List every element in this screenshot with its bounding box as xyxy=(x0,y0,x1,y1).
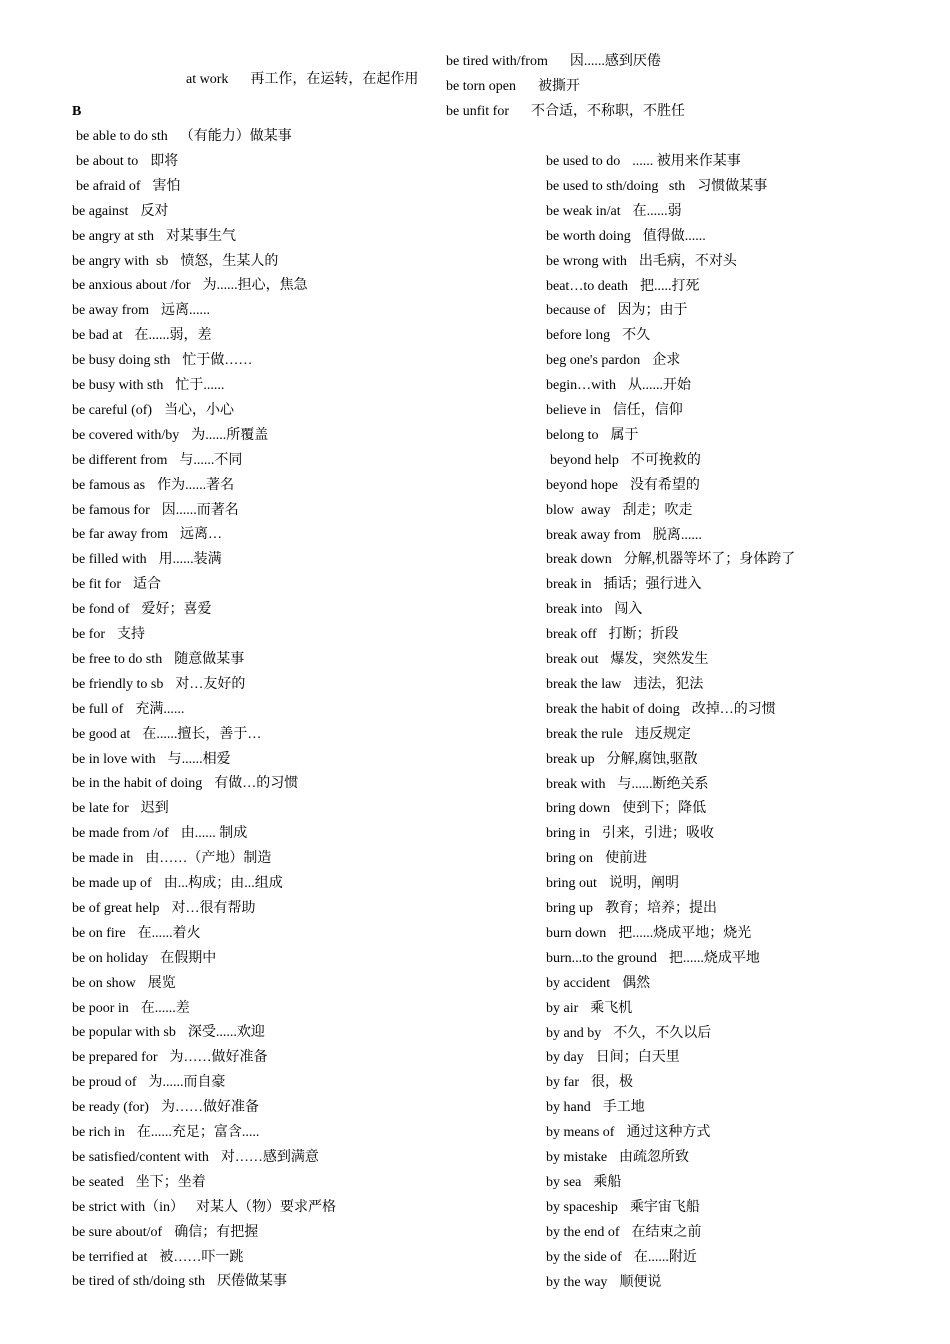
entry-phrase: break out xyxy=(546,652,599,667)
entry-phrase: bring in xyxy=(546,826,590,842)
entry-meaning: 由...构成；由...组成 xyxy=(163,876,283,891)
entry-phrase: be proud of xyxy=(72,1075,137,1091)
entry-phrase: be careful (of) xyxy=(72,402,153,418)
entry-meaning: 很，极 xyxy=(591,1075,634,1091)
entry-meaning: 日间；白天里 xyxy=(595,1050,680,1066)
entry-phrase: by sea xyxy=(546,1174,582,1190)
entry-row xyxy=(72,925,201,943)
entry-row xyxy=(72,576,161,594)
entry-row xyxy=(72,825,247,843)
entry-meaning: 教育；培养；提出 xyxy=(605,901,718,916)
entry-meaning: 在结束之前 xyxy=(631,1224,702,1240)
entry-phrase: be in the habit of doing xyxy=(72,776,203,792)
entry-phrase: be wrong with xyxy=(546,253,627,269)
entry-phrase: be rich in xyxy=(72,1125,125,1140)
section-heading: B xyxy=(72,104,82,119)
entry-meaning: 插话；强行进入 xyxy=(603,577,702,593)
entry-row xyxy=(546,1124,710,1142)
entry-meaning: 由...... 制成 xyxy=(180,826,248,842)
entry-meaning: 被撕开 xyxy=(537,79,580,94)
entry-phrase: bring out xyxy=(546,876,597,892)
entry-row xyxy=(72,502,239,520)
entry-phrase: be tired with/from xyxy=(446,54,548,69)
entry-meaning: 再工作，在运转，在起作用 xyxy=(250,72,419,87)
entry-row xyxy=(72,551,222,569)
entry-phrase: be against xyxy=(72,203,129,219)
entry-phrase: be popular with sb xyxy=(72,1025,176,1041)
entry-row xyxy=(546,751,698,769)
entry-meaning: 因......感到厌倦 xyxy=(569,54,661,69)
entry-row xyxy=(546,527,702,545)
entry-row xyxy=(546,626,679,644)
entry-row xyxy=(72,477,234,495)
entry-meaning: （有能力）做某事 xyxy=(179,129,292,144)
entry-meaning: 出毛病，不对头 xyxy=(638,253,737,269)
entry-meaning: 把.....打死 xyxy=(640,278,700,294)
entry-phrase: be made up of xyxy=(72,876,152,891)
entry-row xyxy=(72,1049,268,1067)
entry-meaning: 乘飞机 xyxy=(590,1000,633,1016)
entry-row xyxy=(546,726,691,744)
entry-phrase: be free to do sth xyxy=(72,651,163,667)
entry-phrase: be different from xyxy=(72,452,168,468)
entry-meaning: 分解,腐蚀,驱散 xyxy=(606,751,698,767)
entry-meaning: 在......差 xyxy=(140,1000,190,1016)
entry-row xyxy=(546,1049,680,1067)
entry-row xyxy=(546,153,741,171)
entry-row xyxy=(72,1149,319,1167)
entry-meaning: 偶然 xyxy=(622,975,651,991)
entry-phrase: by hand xyxy=(546,1100,591,1116)
entry-meaning: 坐下；坐着 xyxy=(135,1174,206,1190)
entry-meaning: 当心，小心 xyxy=(164,402,235,418)
entry-phrase: be friendly to sb xyxy=(72,676,164,692)
entry-meaning: 把......烧成平地；烧光 xyxy=(618,925,752,941)
entry-meaning: 爱好；喜爱 xyxy=(141,602,212,618)
entry-row xyxy=(76,128,292,146)
entry-row xyxy=(546,402,683,420)
entry-meaning: 对某事生气 xyxy=(166,228,237,244)
entry-phrase: be able to do sth xyxy=(76,129,168,144)
entry-meaning: 迟到 xyxy=(140,801,169,817)
entry-row xyxy=(72,228,236,246)
entry-meaning: 不合适，不称职，不胜任 xyxy=(530,104,685,119)
entry-phrase: bring up xyxy=(546,901,594,916)
entry-meaning: 支持 xyxy=(117,627,146,642)
entry-phrase: break the habit of doing xyxy=(546,701,680,717)
entry-row xyxy=(72,302,210,320)
entry-row xyxy=(546,502,693,520)
entry-phrase: by far xyxy=(546,1075,580,1091)
entry-row xyxy=(72,1074,226,1092)
entry-phrase: be seated xyxy=(72,1174,124,1190)
entry-row xyxy=(72,676,245,694)
entry-phrase: burn...to the ground xyxy=(546,950,657,966)
entry-phrase: be anxious about /for xyxy=(72,278,191,294)
entry-phrase: beyond hope xyxy=(546,477,618,493)
entry-phrase: break down xyxy=(546,552,612,568)
entry-phrase: be fit for xyxy=(72,577,121,593)
entry-meaning: 违法，犯法 xyxy=(633,676,704,692)
entry-row xyxy=(446,78,580,96)
entry-meaning: 引来，引进；吸收 xyxy=(601,826,714,842)
entry-row xyxy=(72,277,308,295)
entry-meaning: 对…友好的 xyxy=(175,676,246,692)
entry-meaning: 分解,机器等坏了；身体跨了 xyxy=(623,552,796,568)
entry-meaning: 刮走；吹走 xyxy=(622,502,693,518)
entry-row xyxy=(546,925,751,943)
entry-phrase: be ready (for) xyxy=(72,1100,149,1116)
entry-meaning: 不久 xyxy=(622,328,651,344)
entry-row xyxy=(546,1199,700,1217)
entry-row xyxy=(72,875,283,893)
entry-meaning: 由疏忽所致 xyxy=(619,1150,690,1165)
entry-row xyxy=(72,1249,243,1267)
entry-meaning: 在......着火 xyxy=(137,925,201,941)
entry-meaning: 手工地 xyxy=(602,1100,645,1116)
entry-meaning: 对某人（物）要求严格 xyxy=(196,1199,336,1215)
entry-phrase: be on holiday xyxy=(72,950,149,966)
entry-row xyxy=(546,1074,633,1092)
entry-phrase: be on show xyxy=(72,975,136,991)
entry-row xyxy=(546,551,795,569)
entry-meaning: 改掉…的习惯 xyxy=(691,701,776,717)
entry-phrase: blow away xyxy=(546,502,611,518)
entry-meaning: 通过这种方式 xyxy=(626,1125,711,1141)
entry-row xyxy=(546,651,708,669)
entry-phrase: be terrified at xyxy=(72,1249,148,1265)
entry-meaning: 与......断绝关系 xyxy=(617,776,709,792)
entry-meaning: 与......相爱 xyxy=(167,751,231,767)
entry-phrase: be on fire xyxy=(72,925,126,941)
entry-meaning: 为......而自豪 xyxy=(148,1075,226,1091)
entry-phrase: break away from xyxy=(546,527,641,543)
entry-meaning: 没有希望的 xyxy=(629,477,700,493)
entry-meaning: 属于 xyxy=(610,427,639,443)
entry-meaning: 为……做好准备 xyxy=(160,1100,259,1116)
entry-phrase: be sure about/of xyxy=(72,1224,163,1240)
entry-phrase: be far away from xyxy=(72,527,169,543)
entry-phrase: begin…with xyxy=(546,378,616,394)
entry-phrase: beyond help xyxy=(550,452,619,468)
entry-phrase: be full of xyxy=(72,701,124,717)
entry-row xyxy=(72,601,212,619)
entry-phrase: at work xyxy=(186,72,229,87)
entry-row xyxy=(546,676,703,694)
entry-row xyxy=(72,1273,287,1291)
entry-meaning: 即将 xyxy=(150,153,179,169)
entry-row xyxy=(72,751,231,769)
entry-phrase: break with xyxy=(546,776,606,792)
entry-phrase: by means of xyxy=(546,1125,615,1141)
entry-phrase: be in love with xyxy=(72,751,156,767)
entry-meaning: 反对 xyxy=(140,203,169,219)
entry-row xyxy=(546,975,650,993)
entry-row xyxy=(546,253,737,271)
entry-row xyxy=(546,327,650,345)
entry-meaning: 不可挽救的 xyxy=(630,452,701,468)
entry-meaning: 深受......欢迎 xyxy=(187,1025,265,1041)
entry-phrase: believe in xyxy=(546,403,601,418)
entry-meaning: 适合 xyxy=(132,577,161,593)
entry-phrase: by air xyxy=(546,1000,579,1016)
entry-row xyxy=(546,302,687,320)
entry-row xyxy=(546,1249,697,1267)
entry-row xyxy=(72,900,255,918)
entry-row xyxy=(550,452,701,470)
entry-phrase: by day xyxy=(546,1050,584,1066)
entry-row xyxy=(446,103,685,121)
entry-row xyxy=(72,327,212,345)
entry-meaning: 乘宇宙飞船 xyxy=(629,1199,700,1215)
entry-meaning: 展览 xyxy=(147,975,176,991)
entry-row xyxy=(72,800,169,818)
entry-phrase: be fond of xyxy=(72,602,130,618)
entry-row xyxy=(72,377,224,395)
entry-phrase: by the way xyxy=(546,1274,608,1290)
entry-phrase: be angry with sb xyxy=(72,253,169,269)
entry-row xyxy=(72,1224,258,1242)
entry-phrase: by spaceship xyxy=(546,1199,618,1215)
entry-phrase: be strict with（in） xyxy=(72,1199,184,1215)
entry-phrase: be famous as xyxy=(72,477,146,493)
entry-meaning: 对……感到满意 xyxy=(220,1149,319,1165)
entry-meaning: 对…很有帮助 xyxy=(171,900,256,916)
entry-phrase: be satisfied/content with xyxy=(72,1149,209,1165)
entry-row xyxy=(546,278,700,296)
entry-row xyxy=(546,800,706,818)
entry-row xyxy=(546,950,760,968)
entry-meaning: 因......而著名 xyxy=(161,502,239,518)
entry-row xyxy=(72,651,244,669)
entry-phrase: by the end of xyxy=(546,1224,620,1240)
entry-meaning: 害怕 xyxy=(152,178,181,194)
entry-row xyxy=(446,53,661,71)
entry-meaning: 说明，阐明 xyxy=(608,876,679,892)
entry-row xyxy=(546,1025,711,1043)
entry-row xyxy=(72,850,271,868)
entry-phrase: by and by xyxy=(546,1025,602,1041)
entry-meaning: 企求 xyxy=(652,353,681,369)
entry-meaning: 信任，信仰 xyxy=(612,403,683,418)
entry-phrase: be of great help xyxy=(72,900,160,916)
entry-row xyxy=(72,975,176,993)
entry-row xyxy=(546,1149,689,1167)
entry-meaning: 习惯做某事 xyxy=(697,178,768,194)
entry-meaning: 打断；折段 xyxy=(608,627,679,643)
entry-row xyxy=(72,1199,336,1217)
entry-row xyxy=(72,427,268,445)
entry-phrase: be busy with sth xyxy=(72,378,164,393)
entry-phrase: be bad at xyxy=(72,328,123,344)
entry-top-left xyxy=(172,53,418,107)
entry-phrase: break up xyxy=(546,751,595,767)
entry-row xyxy=(72,1174,206,1192)
entry-row xyxy=(72,352,252,370)
entry-row xyxy=(546,875,679,893)
entry-meaning: 充满...... xyxy=(135,701,185,717)
entry-row xyxy=(72,526,222,544)
entry-phrase: burn down xyxy=(546,925,607,941)
entry-phrase: be prepared for xyxy=(72,1050,158,1066)
entry-phrase: be filled with xyxy=(72,552,147,568)
entry-meaning: 违反规定 xyxy=(634,726,691,742)
entry-row xyxy=(72,1000,190,1018)
entry-meaning: 脱离...... xyxy=(652,527,702,543)
entry-phrase: be worth doing xyxy=(546,228,631,244)
entry-phrase: be covered with/by xyxy=(72,427,180,443)
entry-row xyxy=(72,1024,265,1042)
entry-phrase: be made in xyxy=(72,851,134,867)
entry-row xyxy=(72,950,216,968)
entry-phrase: be unfit for xyxy=(446,104,509,119)
entry-phrase: break the rule xyxy=(546,726,623,742)
entry-row xyxy=(546,850,647,868)
entry-row xyxy=(72,775,298,793)
entry-meaning: 使到下；降低 xyxy=(622,801,707,817)
entry-phrase: be poor in xyxy=(72,1000,129,1016)
entry-row xyxy=(546,377,691,395)
entry-row xyxy=(72,1124,259,1142)
entry-row xyxy=(546,178,767,196)
entry-row xyxy=(546,1224,701,1242)
entry-meaning: 为......所覆盖 xyxy=(191,427,269,443)
entry-phrase: by mistake xyxy=(546,1150,608,1165)
entry-meaning: ...... 被用来作某事 xyxy=(632,154,741,169)
entry-phrase: belong to xyxy=(546,427,599,443)
entry-meaning: 远离… xyxy=(180,527,223,543)
entry-phrase: break in xyxy=(546,577,592,593)
entry-meaning: 被……吓一跳 xyxy=(159,1249,244,1265)
entry-phrase: because of xyxy=(546,303,606,319)
entry-meaning: 使前进 xyxy=(605,851,648,867)
entry-row xyxy=(546,1099,645,1117)
entry-phrase: be good at xyxy=(72,726,131,742)
entry-meaning: 乘船 xyxy=(593,1174,622,1190)
entry-phrase: be tired of sth/doing sth xyxy=(72,1274,205,1290)
entry-phrase: be torn open xyxy=(446,79,516,94)
entry-row xyxy=(546,427,639,445)
entry-phrase: bring down xyxy=(546,801,611,817)
entry-phrase: beg one's pardon xyxy=(546,353,641,369)
entry-meaning: 在......附近 xyxy=(633,1249,697,1265)
entry-row xyxy=(546,825,714,843)
entry-phrase: before long xyxy=(546,328,611,344)
entry-row xyxy=(72,626,145,644)
entry-meaning: 顺便说 xyxy=(619,1274,662,1290)
entry-phrase: be famous for xyxy=(72,502,150,518)
entry-row xyxy=(546,1000,632,1018)
entry-meaning: 闯入 xyxy=(614,602,643,618)
entry-meaning: 不久，不久以后 xyxy=(613,1025,712,1041)
entry-row xyxy=(72,726,261,744)
entry-phrase: bring on xyxy=(546,851,594,867)
entry-meaning: 从......开始 xyxy=(628,378,691,394)
entry-meaning: 因为；由于 xyxy=(617,303,688,319)
entry-row xyxy=(72,253,278,271)
entry-row xyxy=(546,601,642,619)
entry-phrase: beat…to death xyxy=(546,278,629,294)
entry-row xyxy=(72,452,242,470)
entry-row xyxy=(546,352,680,370)
entry-meaning: 在......擅长，善于… xyxy=(142,726,262,742)
entry-meaning: 在假期中 xyxy=(160,950,217,966)
entry-meaning: 愤怒，生某人的 xyxy=(180,253,279,269)
entry-meaning: 与......不同 xyxy=(179,452,243,468)
entry-row xyxy=(72,1099,259,1117)
entry-meaning: 在......充足；富含..... xyxy=(136,1125,260,1140)
entry-phrase: break the law xyxy=(546,676,622,692)
entry-row xyxy=(546,228,706,246)
entry-row xyxy=(72,701,184,719)
entry-phrase: be made from /of xyxy=(72,826,169,842)
entry-row xyxy=(546,900,717,918)
entry-phrase: by the side of xyxy=(546,1249,622,1265)
entry-row xyxy=(546,1174,621,1192)
entry-phrase: break into xyxy=(546,602,603,618)
entry-meaning: 在......弱 xyxy=(632,203,682,219)
entry-meaning: 有做…的习惯 xyxy=(214,776,299,792)
entry-meaning: 忙于...... xyxy=(175,378,225,393)
entry-phrase: by accident xyxy=(546,975,611,991)
entry-meaning: 把......烧成平地 xyxy=(668,950,760,966)
entry-row xyxy=(546,203,682,221)
entry-meaning: 由……（产地）制造 xyxy=(145,851,272,867)
entry-row xyxy=(546,701,776,719)
entry-row xyxy=(546,477,700,495)
entry-meaning: 为……做好准备 xyxy=(169,1050,268,1066)
entry-phrase: be afraid of xyxy=(76,178,141,194)
entry-meaning: 在......弱，差 xyxy=(134,328,212,344)
entry-phrase: be used to sth/doing sth xyxy=(546,178,686,194)
entry-meaning: 用......装满 xyxy=(158,552,222,568)
entry-phrase: be used to do xyxy=(546,154,621,169)
entry-row xyxy=(76,178,181,196)
entry-row xyxy=(546,576,701,594)
entry-meaning: 随意做某事 xyxy=(174,651,245,667)
entry-meaning: 值得做...... xyxy=(642,228,706,244)
entry-phrase: be weak in/at xyxy=(546,203,621,219)
entry-row xyxy=(546,1274,661,1292)
entry-meaning: 爆发，突然发生 xyxy=(610,652,709,667)
entry-phrase: be angry at sth xyxy=(72,228,155,244)
entry-row xyxy=(76,153,178,171)
entry-phrase: be away from xyxy=(72,303,149,319)
entry-phrase: be about to xyxy=(76,153,139,169)
entry-phrase: be busy doing sth xyxy=(72,353,171,369)
entry-row xyxy=(546,776,708,794)
entry-meaning: 远离...... xyxy=(160,303,210,319)
entry-phrase: break off xyxy=(546,627,597,643)
entry-row xyxy=(72,402,234,420)
entry-meaning: 确信；有把握 xyxy=(174,1224,259,1240)
entry-row xyxy=(72,203,168,221)
entry-meaning: 忙于做…… xyxy=(182,353,253,369)
entry-phrase: be late for xyxy=(72,801,129,817)
entry-phrase: be for xyxy=(72,627,106,642)
entry-meaning: 厌倦做某事 xyxy=(217,1274,287,1290)
entry-meaning: 为......担心，焦急 xyxy=(202,278,308,294)
entry-meaning: 作为......著名 xyxy=(157,477,235,493)
